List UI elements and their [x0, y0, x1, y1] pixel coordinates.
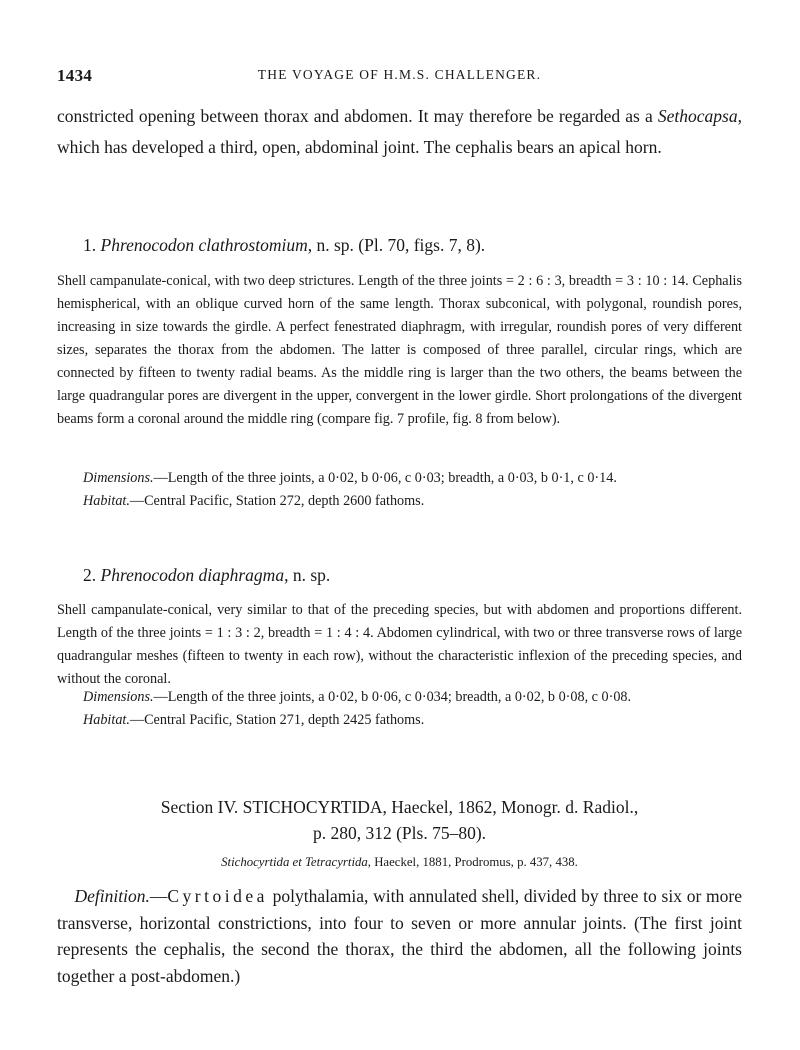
species-2-habitat	[83, 709, 743, 732]
section-heading	[57, 794, 742, 846]
species-1-name: Phrenocodon clathrostomium	[100, 235, 308, 255]
species-2-description: Shell campanulate-conical, very similar to that of the preceding species, but with abdomen and proportions different. Length of the three joints = 1 : 3 : 2, breadth = 1 : 4 : 4. Abdomen cylindrical, with two or three transverse rows of large quadrangular meshes (fifteen to twenty in each row), without the characteristic inflexion of the preceding species, and without the coronal.	[57, 602, 742, 687]
dimensions-label: Dimensions.	[83, 470, 154, 486]
species-1-heading	[83, 233, 768, 257]
synonym-citation: , Haeckel, 1881, Prodromus, p. 437, 438.	[367, 855, 578, 869]
species-1-dimensions	[83, 467, 743, 490]
section-synonym	[57, 853, 742, 871]
definition-paragraph	[57, 883, 742, 989]
page-header	[57, 66, 742, 88]
habitat-text: —Central Pacific, Station 272, depth 2600 fathoms.	[129, 493, 425, 509]
species-2-heading	[83, 563, 768, 587]
species-2-dimensions	[83, 686, 743, 709]
definition-label: Definition.	[74, 886, 150, 906]
habitat-label: Habitat.	[83, 712, 130, 728]
species-2-number: 2.	[83, 565, 97, 585]
species-2-meta	[83, 686, 743, 732]
habitat-label: Habitat.	[83, 493, 130, 509]
species-1-description: Shell campanulate-conical, with two deep strictures. Length of the three joints = 2 : 6 : 3, breadth = 3 : 10 : 14. Cephalis hemispherical, with an oblique curved horn of the same length. Thorax subconical, with polygonal, roundish pores, increasing in size towards the girdle. A perfect fenestrated diaphragm, with irregular, roundish pores of very different sizes, separates the thorax from the abdomen. The latter is composed of three parallel, circular rings, which are connected by fifteen to twenty radial beams. As the middle ring is larger than the two others, the beams between the large quadrangular pores are divergent in the upper, convergent in the lower girdle. Short prolongations of the divergent beams form a coronal around the middle ring (compare fig. 7 profile, fig. 8 from below).	[57, 273, 742, 427]
section-heading-line-1: Section IV. STICHOCYRTIDA, Haeckel, 1862, Monogr. d. Radiol.,	[160, 797, 639, 817]
intro-text-b: , which has developed a third, open, abdominal joint. The cephalis bears an apical horn.	[57, 106, 742, 157]
species-2-suffix: , n. sp.	[284, 565, 331, 585]
dimensions-text: —Length of the three joints, a 0·02, b 0·06, c 0·03; breadth, a 0·03, b 0·1, c 0·14.	[153, 470, 617, 486]
species-1-number: 1.	[83, 235, 97, 255]
definition-dash: —	[149, 886, 168, 906]
page-number: 1434	[57, 66, 93, 85]
species-1-habitat	[83, 490, 743, 513]
definition-text: polythalamia, with annulated shell, divided by three to six or more transverse, horizontal constrictions, into four to seven or more annular joints. (The first joint represents the cephalis, the second the thorax, the third the abdomen, all the following joints together a post-abdomen.)	[57, 886, 742, 986]
species-2-name: Phrenocodon diaphragma	[100, 565, 285, 585]
dimensions-label: Dimensions.	[83, 689, 154, 705]
section-heading-line-2: p. 280, 312 (Pls. 75–80).	[312, 823, 487, 843]
intro-paragraph	[57, 101, 742, 163]
species-1-meta	[83, 467, 743, 513]
intro-text-a: constricted opening between thorax and abdomen. It may therefore be regarded as a	[57, 106, 658, 126]
synonym-names: Stichocyrtida et Tetracyrtida	[221, 855, 368, 869]
species-1-suffix: , n. sp. (Pl. 70, figs. 7, 8).	[307, 235, 486, 255]
running-title: THE VOYAGE OF H.M.S. CHALLENGER.	[257, 67, 542, 82]
habitat-text: —Central Pacific, Station 271, depth 2425 fathoms.	[129, 712, 425, 728]
genus-name: Sethocapsa	[657, 106, 738, 126]
definition-term: Cyrtoidea	[167, 886, 268, 906]
dimensions-text: —Length of the three joints, a 0·02, b 0·06, c 0·034; breadth, a 0·02, b 0·08, c 0·08.	[153, 689, 632, 705]
